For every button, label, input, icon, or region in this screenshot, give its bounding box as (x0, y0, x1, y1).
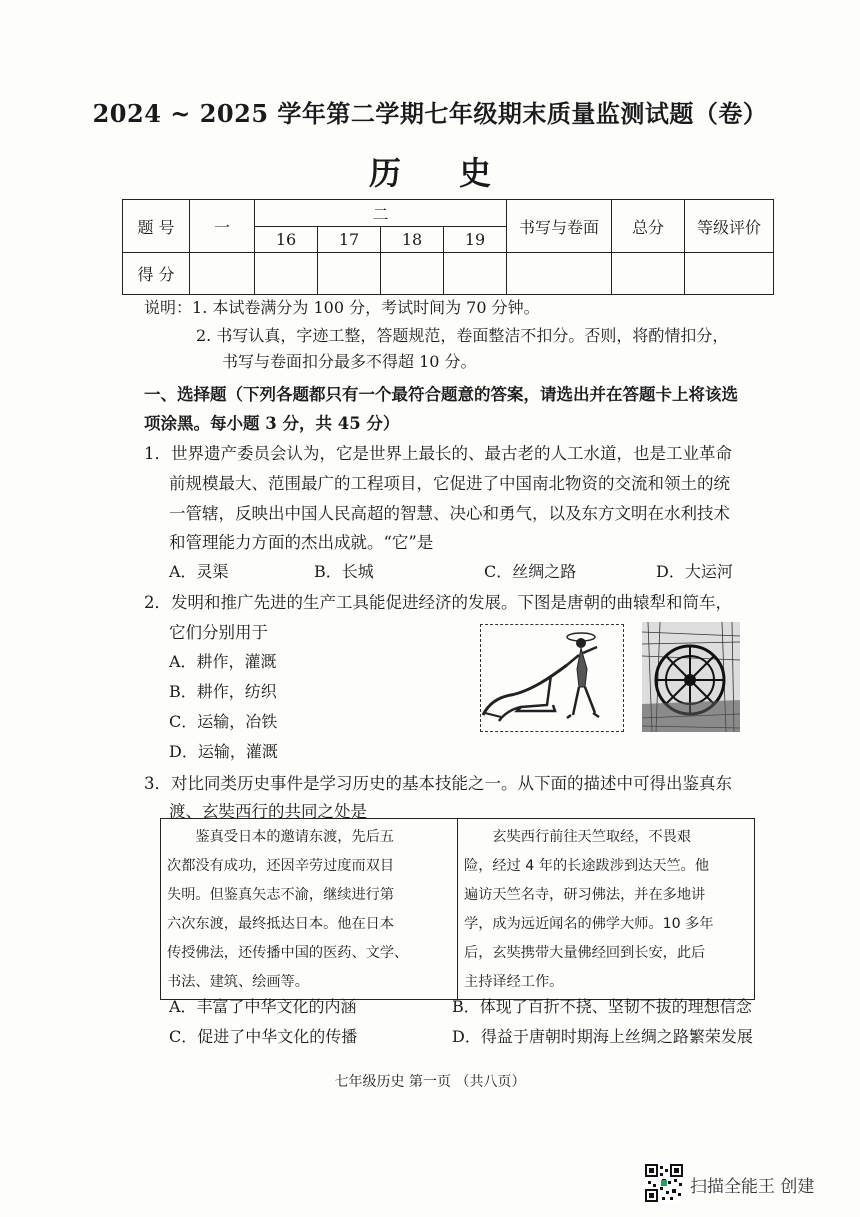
exam-title: 2024 ~ 2025 学年第二学期七年级期末质量监测试题（卷） (92, 99, 768, 128)
q1-line-2: 前规模最大、范围最广的工程项目，它促进了中国南北物资的交流和领土的统 (169, 474, 730, 493)
q1-option-b[interactable]: B．长城 (314, 562, 374, 581)
q3-line-1: 3．对比同类历史事件是学习历史的基本技能之一。从下面的描述中可得出鉴真东 (144, 774, 732, 793)
q3-option-c[interactable]: C．促进了中华文化的传播 (169, 1027, 358, 1046)
comparison-table (160, 818, 755, 1000)
subject-title: 历史 (368, 154, 549, 192)
q1-option-d[interactable]: D．大运河 (656, 562, 733, 581)
xuanzang-line-4: 学，成为远近闻名的佛学大师。10 多年 (464, 916, 714, 932)
q2-option-d[interactable]: D．运输，灌溉 (169, 742, 278, 761)
xuanzang-line-3: 遍访天竺名寺，研习佛法，并在多地讲 (464, 887, 706, 903)
q2-line-1: 2．发明和推广先进的生产工具能促进经济的发展。下图是唐朝的曲辕犁和筒车， (144, 593, 732, 612)
q1-line-1: 1．世界遗产委员会认为，它是世界上最长的、最古老的人工水道，也是工业革命 (144, 444, 732, 463)
xuanzang-line-5: 后，玄奘携带大量佛经回到长安，此后 (464, 945, 706, 961)
waterwheel-illustration (642, 622, 740, 732)
plow-icon (481, 625, 623, 731)
q1-line-3: 一管辖，反映出中国人民高超的智慧、决心和勇气，以及东方文明在水利技术 (169, 504, 730, 523)
score-table (122, 199, 774, 295)
score-cell-writing[interactable] (507, 253, 612, 295)
jianzhen-line-1: 鉴真受日本的邀请东渡，先后五 (195, 829, 395, 845)
scanner-watermark: 扫描全能王 创建 (690, 1177, 815, 1197)
jianzhen-line-2: 次都没有成功，还因辛劳过度而双目 (167, 858, 395, 874)
q3-option-a[interactable]: A．丰富了中华文化的内涵 (169, 997, 357, 1016)
score-cell-19[interactable] (444, 253, 507, 295)
table-header-two: 二 (255, 200, 507, 227)
page-footer: 七年级历史 第一页 （共八页） (334, 1074, 526, 1090)
jianzhen-line-6: 书法、建筑、绘画等。 (167, 974, 309, 990)
score-cell-one[interactable] (190, 253, 255, 295)
q2-option-c[interactable]: C．运输，冶铁 (169, 712, 278, 731)
score-cell-total[interactable] (612, 253, 685, 295)
q3-option-b[interactable]: B．体现了百折不挠、坚韧不拔的理想信念 (452, 997, 752, 1016)
q3-line-2: 渡、玄奘西行的共同之处是 (169, 802, 367, 821)
q3-option-d[interactable]: D．得益于唐朝时期海上丝绸之路繁荣发展 (452, 1027, 753, 1046)
plow-illustration (480, 624, 624, 732)
score-cell-grade[interactable] (685, 253, 774, 295)
q2-option-a[interactable]: A．耕作，灌溉 (169, 652, 277, 671)
q1-line-4: 和管理能力方面的杰出成就。“它”是 (169, 533, 434, 552)
jianzhen-line-4: 六次东渡，最终抵达日本。他在日本 (167, 916, 395, 932)
q2-option-b[interactable]: B．耕作，纺织 (169, 682, 277, 701)
instructions-line-3: 书写与卷面扣分最多不得超 10 分。 (222, 352, 477, 371)
score-cell-17[interactable] (318, 253, 381, 295)
qr-code-icon (644, 1163, 684, 1203)
score-cell-16[interactable] (255, 253, 318, 295)
score-cell-18[interactable] (381, 253, 444, 295)
table-header-grade: 等级评价 (685, 200, 774, 253)
table-subheader-16: 16 (255, 227, 318, 253)
xuanzang-box (458, 819, 755, 1000)
jianzhen-box (161, 819, 458, 1000)
table-row-score-label: 得 分 (123, 253, 190, 295)
q1-option-a[interactable]: A．灵渠 (169, 562, 229, 581)
instructions-label: 说明： (144, 298, 193, 317)
jianzhen-line-3: 失明。但鉴真矢志不渝，继续进行第 (167, 887, 395, 903)
xuanzang-line-6: 主持译经工作。 (464, 974, 564, 990)
table-header-total: 总分 (612, 200, 685, 253)
instructions-line-2: 2. 书写认真，字迹工整，答题规范，卷面整洁不扣分。否则，将酌情扣分， (196, 326, 729, 345)
waterwheel-icon (642, 622, 740, 732)
table-subheader-18: 18 (381, 227, 444, 253)
table-header-writing: 书写与卷面 (507, 200, 612, 253)
section-heading-line-1: 一、选择题（下列各题都只有一个最符合题意的答案，请选出并在答题卡上将该选 (144, 385, 738, 404)
table-subheader-19: 19 (444, 227, 507, 253)
q2-line-2: 它们分别用于 (169, 623, 268, 642)
jianzhen-line-5: 传授佛法，还传播中国的医药、文学、 (167, 945, 409, 961)
q1-option-c[interactable]: C．丝绸之路 (484, 562, 577, 581)
section-heading-line-2: 项涂黑。每小题 3 分，共 45 分） (144, 414, 400, 433)
table-subheader-17: 17 (318, 227, 381, 253)
xuanzang-line-1: 玄奘西行前往天竺取经，不畏艰 (492, 829, 692, 845)
instructions-line-1: 说明：1. 本试卷满分为 100 分，考试时间为 70 分钟。 (144, 298, 540, 317)
table-header-one: 一 (190, 200, 255, 253)
table-header-number: 题 号 (123, 200, 190, 253)
xuanzang-line-2: 险，经过 4 年的长途跋涉到达天竺。他 (464, 858, 710, 874)
